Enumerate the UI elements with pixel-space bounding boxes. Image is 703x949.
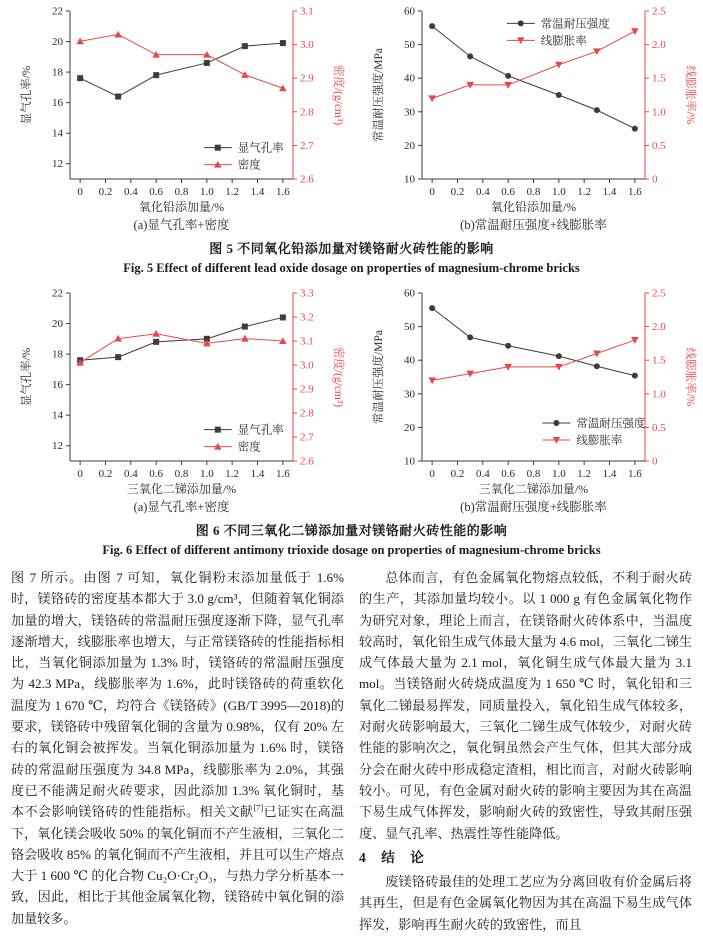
chart-fig5b-strength-expansion — [352, 3, 703, 235]
right-axis-title: 密度/(g/cm³) — [332, 64, 344, 126]
right-tick-label: 0 — [652, 455, 658, 468]
right-tick-label: 3.1 — [300, 335, 314, 348]
right-tick-label: 2.6 — [300, 173, 314, 186]
data-point-常温耐压强度 — [467, 53, 473, 59]
left-tick-label: 10 — [404, 455, 415, 468]
left-axis-title: 显气孔率/% — [21, 65, 33, 125]
figure-6-charts-row — [0, 285, 703, 517]
data-point-线膨胀率 — [593, 48, 601, 55]
fig5a-chart-svg — [0, 3, 351, 235]
data-point-常温耐压强度 — [429, 23, 435, 29]
x-tick-label: 1.2 — [225, 468, 240, 480]
series-line-常温耐压强度 — [432, 308, 635, 376]
data-point-显气孔率 — [280, 40, 286, 46]
right-tick-label: 3.3 — [300, 287, 314, 300]
left-tick-label: 22 — [52, 5, 63, 18]
fig6a-chart-svg — [0, 285, 351, 517]
x-tick-label: 1.6 — [627, 186, 642, 198]
x-tick-label: 1.0 — [199, 186, 214, 198]
left-tick-label: 18 — [52, 66, 63, 79]
article-body — [0, 567, 703, 935]
data-point-常温耐压强度 — [505, 73, 511, 79]
right-tick-label: 2.6 — [300, 455, 314, 468]
left-tick-label: 20 — [52, 318, 63, 331]
data-point-常温耐压强度 — [467, 334, 473, 340]
series-line-密度 — [80, 35, 283, 89]
right-tick-label: 1.0 — [652, 388, 666, 401]
x-tick-label: 0.8 — [526, 468, 541, 480]
right-tick-label: 2.8 — [300, 407, 314, 420]
x-tick-label: 0.6 — [501, 468, 516, 480]
figure-6-block — [0, 285, 703, 558]
right-tick-label: 1.5 — [652, 72, 666, 85]
x-tick-label: 0.4 — [123, 468, 138, 480]
left-tick-label: 40 — [404, 72, 415, 85]
x-tick-label: 1.4 — [602, 468, 617, 480]
chart-fig6a-porosity-density — [0, 285, 351, 517]
figure-5-caption-zh: 图 5 不同氧化铅添加量对镁铬耐火砖性能的影响 — [209, 241, 494, 256]
x-tick-label: 0.6 — [149, 468, 164, 480]
left-tick-label: 22 — [52, 287, 63, 300]
x-tick-label: 0.4 — [123, 186, 138, 198]
series-line-线膨胀率 — [432, 340, 635, 380]
data-point-常温耐压强度 — [505, 343, 511, 349]
data-point-常温耐压强度 — [594, 363, 600, 369]
left-tick-label: 12 — [52, 158, 63, 171]
series-line-线膨胀率 — [432, 31, 635, 98]
right-tick-label: 3.0 — [300, 359, 314, 372]
legend-marker-square-icon — [215, 427, 221, 433]
series-line-密度 — [80, 334, 283, 363]
right-tick-label: 2.0 — [652, 39, 666, 52]
legend-marker-circle-icon — [553, 420, 559, 426]
x-tick-label: 1.2 — [577, 468, 592, 480]
data-point-线膨胀率 — [631, 28, 639, 35]
right-tick-label: 3.0 — [300, 39, 314, 52]
x-axis-title: 三氧化二锑添加量/% — [126, 482, 237, 496]
left-tick-label: 14 — [52, 409, 63, 422]
x-tick-label: 0.4 — [475, 186, 490, 198]
x-tick-label: 0.4 — [475, 468, 490, 480]
figure-6-caption — [0, 520, 703, 558]
left-tick-label: 20 — [404, 421, 415, 434]
data-point-密度 — [241, 335, 249, 342]
x-tick-label: 1.6 — [275, 468, 290, 480]
fig6b-chart-svg — [352, 285, 703, 517]
x-tick-label: 1.0 — [551, 186, 566, 198]
data-point-常温耐压强度 — [594, 107, 600, 113]
right-tick-label: 2.5 — [652, 287, 666, 300]
legend-label: 常温耐压强度 — [576, 417, 646, 430]
left-tick-label: 14 — [52, 127, 63, 140]
data-point-密度 — [279, 84, 287, 91]
data-point-线膨胀率 — [631, 337, 639, 344]
data-point-线膨胀率 — [428, 377, 436, 384]
left-tick-label: 30 — [404, 388, 415, 401]
x-tick-label: 0.2 — [98, 468, 113, 480]
data-point-线膨胀率 — [555, 62, 563, 69]
data-point-显气孔率 — [242, 324, 248, 330]
right-axis-title: 线膨胀率/% — [684, 347, 696, 407]
legend-label: 密度 — [237, 441, 261, 454]
x-axis-title: 三氧化二锑添加量/% — [478, 482, 589, 496]
right-axis-title: 密度/(g/cm³) — [332, 346, 344, 408]
left-tick-label: 30 — [404, 106, 415, 119]
left-tick-label: 50 — [404, 321, 415, 334]
left-tick-label: 60 — [404, 287, 415, 300]
data-point-显气孔率 — [115, 94, 121, 100]
left-tick-label: 20 — [404, 139, 415, 152]
x-tick-label: 1.2 — [577, 186, 592, 198]
figure-5-caption-en: Fig. 5 Effect of different lead oxide dosage on properties of magnesium-chrome bricks — [123, 261, 580, 275]
right-tick-label: 1.0 — [652, 106, 666, 119]
legend-label: 显气孔率 — [237, 142, 284, 155]
fig5b-chart-svg — [352, 3, 703, 235]
paragraph-conclusion: 废镁铬砖最佳的处理工艺应为分离回收有价金属后将其再生，但是有色金属氧化物因为其在高温下易生成气体挥发，影响再生耐火砖的致密性，而且 — [359, 874, 692, 932]
paragraph-overall-summary: 总体而言，有色金属氧化物熔点较低，不利于耐火砖的生产，其添加量均较小。以 1 000 g 有色金属氧化物作为研究对象，理论上而言，在镁铬耐火砖体系中，当温度较高时，氧化铅生成气体最大量为 4.6 mol，三氧化二锑生成气体最大量为 2.1 mol，氧化铜生成气体最大量为 3.1 mol。当镁铬耐火砖烧成温度为 1 650 ℃ 时，氧化铅和三氧化二锑最易挥发，同质量投入，氧化铅生成气体较多，对耐火砖影响最大，三氧化二锑生成气体较少，对耐火砖性能的影响次之，氧化铜虽然会产生气体，但其大部分成分会在耐火砖中形成稳定渣相，相比而言，对耐火砖影响较小。可见，有色金属对耐火砖的影响主要因为其在高温下易生成气体挥发，影响耐火砖的致密性，导致其耐压强度、显气孔率、热震性等性能降低。 — [359, 570, 692, 841]
data-point-显气孔率 — [153, 339, 159, 345]
right-tick-label: 2.9 — [300, 383, 314, 396]
x-tick-label: 1.4 — [250, 468, 265, 480]
x-axis-title: 氧化铅添加量/% — [138, 200, 225, 214]
data-point-显气孔率 — [280, 314, 286, 320]
data-point-密度 — [152, 330, 160, 337]
x-tick-label: 0 — [429, 186, 435, 198]
paragraph-text: 图 7 所示。由图 7 可知，氧化铜粉末添加量低于 1.6% 时，镁铬砖的密度基本都大于 3.0 g/cm³，但随着氧化铜添加量的增大，镁铬砖的常温耐压强度逐渐下降，显气孔率逐渐增大，线膨胀率也增大，与正常镁铬砖的性能指标相比，当氧化铜添加量为 1.3% 时，镁铬砖的常温耐压强度为 42.3 MPa，线膨胀率为 1.6%，此时镁铬砖的荷重软化温度为 1 670 ℃，均符合《镁铬砖》(GB/T 3995—2018)的要求，镁铬砖中残留氧化铜的含量为 0.98%，仅有 20% 左右的氧化铜会被挥发。当氧化铜添加量为 1.6% 时，镁铬砖的常温耐压强度为 34.8 MPa，线膨胀率为 2.0%，其强度已不能满足耐火砖要求，因此添加 1.3% 氧化铜时，基本不会影响镁铬砖的性能指标。相关文献 — [11, 570, 344, 820]
data-point-常温耐压强度 — [556, 92, 562, 98]
data-point-显气孔率 — [242, 43, 248, 49]
right-column — [359, 567, 692, 935]
right-tick-label: 3.2 — [300, 311, 314, 324]
chart-fig5a-porosity-density — [0, 3, 351, 235]
legend-marker-square-icon — [215, 145, 221, 151]
chart-subtitle: (b)常温耐压强度+线膨胀率 — [460, 218, 607, 232]
figure-5-block — [0, 3, 703, 276]
left-tick-label: 60 — [404, 5, 415, 18]
data-point-显气孔率 — [153, 72, 159, 78]
legend-marker-circle-icon — [518, 20, 524, 26]
x-tick-label: 1.6 — [627, 468, 642, 480]
chart-subtitle: (a)显气孔率+密度 — [133, 500, 230, 514]
data-point-常温耐压强度 — [632, 373, 638, 379]
data-point-常温耐压强度 — [429, 305, 435, 311]
left-tick-label: 50 — [404, 39, 415, 52]
right-tick-label: 0.5 — [652, 421, 666, 434]
data-point-显气孔率 — [204, 60, 210, 66]
left-tick-label: 18 — [52, 348, 63, 361]
right-tick-label: 0 — [652, 173, 658, 186]
x-tick-label: 1.4 — [250, 186, 265, 198]
x-tick-label: 0 — [77, 468, 83, 480]
right-tick-label: 2.9 — [300, 72, 314, 85]
right-tick-label: 2.7 — [300, 139, 314, 152]
x-tick-label: 1.0 — [199, 468, 214, 480]
chart-subtitle: (b)常温耐压强度+线膨胀率 — [460, 500, 607, 514]
left-tick-label: 10 — [404, 173, 415, 186]
x-tick-label: 0.6 — [149, 186, 164, 198]
chart-subtitle: (a)显气孔率+密度 — [133, 218, 230, 232]
x-tick-label: 1.4 — [602, 186, 617, 198]
legend-label: 显气孔率 — [237, 424, 284, 437]
x-tick-label: 0.6 — [501, 186, 516, 198]
x-tick-label: 0.8 — [174, 186, 189, 198]
x-tick-label: 0 — [429, 468, 435, 480]
data-point-显气孔率 — [115, 354, 121, 360]
series-line-显气孔率 — [80, 43, 283, 96]
right-tick-label: 2.8 — [300, 106, 314, 119]
right-tick-label: 2.0 — [652, 321, 666, 334]
figure-6-caption-zh: 图 6 不同三氧化二锑添加量对镁铬耐火砖性能的影响 — [195, 523, 508, 538]
data-point-线膨胀率 — [428, 95, 436, 102]
chart-fig6b-strength-expansion — [352, 285, 703, 517]
left-tick-label: 40 — [404, 354, 415, 367]
data-point-密度 — [241, 71, 249, 78]
legend-label: 线膨胀率 — [576, 434, 623, 447]
left-tick-label: 16 — [52, 379, 63, 392]
right-tick-label: 2.5 — [652, 5, 666, 18]
figure-6-caption-en: Fig. 6 Effect of different antimony trioxide dosage on properties of magnesium-chrome bricks — [102, 543, 601, 557]
x-tick-label: 0 — [77, 186, 83, 198]
data-point-线膨胀率 — [593, 350, 601, 357]
left-column — [11, 567, 344, 935]
section-heading-conclusion: 4 结 论 — [359, 849, 425, 865]
data-point-密度 — [114, 31, 122, 38]
data-point-显气孔率 — [77, 75, 83, 81]
x-tick-label: 0.8 — [174, 468, 189, 480]
right-tick-label: 3.1 — [300, 5, 314, 18]
left-axis-title: 常温耐压强度/MPa — [373, 48, 385, 142]
legend-label: 常温耐压强度 — [540, 18, 610, 31]
x-tick-label: 0.2 — [450, 468, 465, 480]
left-tick-label: 12 — [52, 440, 63, 453]
right-tick-label: 0.5 — [652, 139, 666, 152]
x-tick-label: 1.2 — [225, 186, 240, 198]
right-tick-label: 2.7 — [300, 431, 314, 444]
left-axis-title: 常温耐压强度/MPa — [373, 330, 385, 424]
reference-marker: [7] — [253, 802, 264, 813]
x-axis-title: 氧化铅添加量/% — [490, 200, 577, 214]
data-point-常温耐压强度 — [632, 126, 638, 132]
x-tick-label: 0.2 — [98, 186, 113, 198]
series-line-常温耐压强度 — [432, 26, 635, 128]
data-point-常温耐压强度 — [556, 353, 562, 359]
right-tick-label: 1.5 — [652, 354, 666, 367]
figure-5-charts-row — [0, 3, 703, 235]
paragraph-copper-oxide-discussion — [11, 567, 344, 929]
legend-label: 线膨胀率 — [540, 35, 587, 48]
legend-label: 密度 — [237, 159, 261, 172]
left-tick-label: 20 — [52, 36, 63, 49]
x-tick-label: 1.6 — [275, 186, 290, 198]
right-axis-title: 线膨胀率/% — [684, 65, 696, 125]
left-axis-title: 显气孔率/% — [21, 347, 33, 407]
paragraph-text: 已证实在高温下，氧化镁会吸收 50% 的氧化铜而不产生液相，三氧化二铬会吸收 85% 的氧化铜而不产生液相，并且可以生产熔点大于 1 600 ℃ 的化合物 Cu₂O·Cr₂O₃，与热力学分析基本一致，因此，相比于其他金属氧化物，镁铬砖中氧化铜的添加量较多。 — [11, 804, 345, 926]
x-tick-label: 0.2 — [450, 186, 465, 198]
x-tick-label: 1.0 — [551, 468, 566, 480]
x-tick-label: 0.8 — [526, 186, 541, 198]
left-tick-label: 16 — [52, 97, 63, 110]
figure-5-caption — [0, 238, 703, 276]
